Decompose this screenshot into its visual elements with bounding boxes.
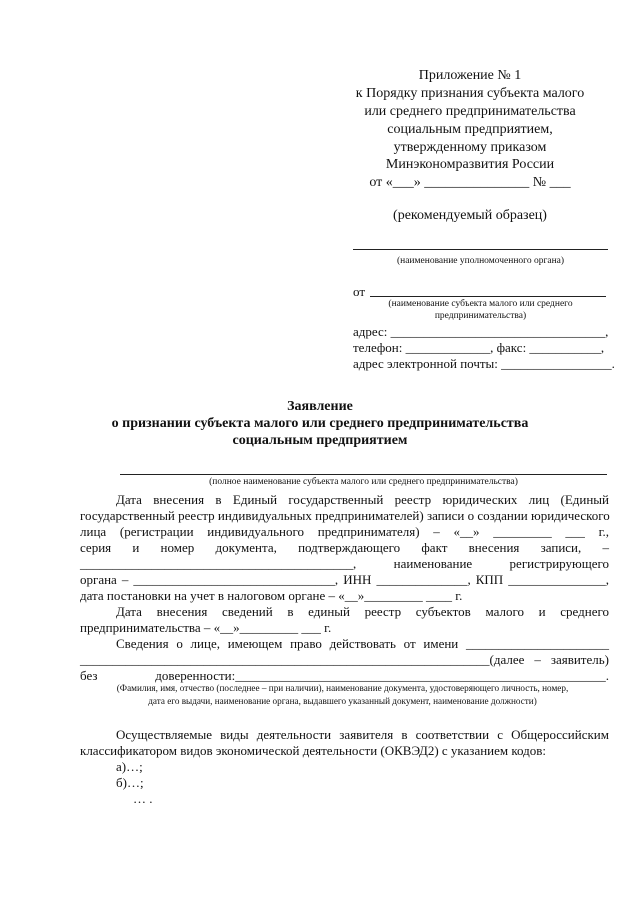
para1-line7: дата постановки на учет в налоговом органе – «__»_________ ____ г. — [80, 588, 463, 603]
para1-line5: __________________________________________, наименование регистрирующего — [80, 556, 609, 571]
from-caption-1: (наименование субъекта малого или среднего — [388, 299, 573, 309]
appendix-line-3: или среднего предпринимательства — [364, 104, 576, 119]
full-name-caption: (полное наименование субъекта малого или среднего предпринимательства) — [209, 477, 518, 487]
para3-line1: Сведения о лице, имеющем право действовать от имени ______________________ — [116, 636, 609, 651]
statement-subtitle-2: социальным предприятием — [232, 433, 408, 448]
activity-ellipsis: … . — [133, 791, 153, 806]
activity-item-b: б)…; — [116, 775, 144, 790]
person-caption-2: дата его выдачи, наименование органа, выдавшего указанный документ, наименование должности) — [148, 696, 537, 706]
para1-line3: лица (регистрации индивидуального предпринимателя) – «__» _________ ___ г., — [80, 524, 609, 539]
person-caption-1: (Фамилия, имя, отчество (последнее – при наличии), наименование документа, удостоверяющего личность, номер, — [116, 683, 569, 693]
para3-line2: _______________________________________________________________(далее – заявитель) — [80, 652, 609, 667]
activity-item-a: а)…; — [116, 759, 143, 774]
para4-line1: Осуществляемые виды деятельности заявителя в соответствии с Общероссийским — [116, 727, 609, 742]
appendix-line-2: к Порядку признания субъекта малого — [355, 86, 585, 101]
authority-name-line — [353, 249, 608, 250]
appendix-line-6: Минэкономразвития России — [385, 157, 555, 172]
para3-line3: без доверенности:_________________________________________________________. — [80, 668, 609, 683]
sample-label: (рекомендуемый образец) — [393, 208, 547, 223]
para4-line2: классификатором видов экономической деятельности (ОКВЭД2) с указанием кодов: — [80, 743, 547, 758]
para1-line1: Дата внесения в Единый государственный реестр юридических лиц (Единый — [116, 492, 609, 507]
from-caption-2: предпринимательства) — [434, 311, 527, 321]
authority-caption: (наименование уполномоченного органа) — [396, 256, 565, 266]
from-label: от — [353, 284, 366, 299]
para2-line1: Дата внесения сведений в единый реестр субъектов малого и среднего — [116, 604, 609, 619]
statement-title: Заявление — [287, 399, 353, 414]
para2-line2: предпринимательства – «__»_________ ___ г. — [80, 620, 332, 635]
phone-fax-field: телефон: _____________, факс: ___________, — [353, 340, 605, 355]
appendix-line-4: социальным предприятием, — [387, 122, 553, 137]
statement-subtitle-1: о признании субъекта малого или среднего предпринимательства — [111, 416, 529, 431]
para1-line6: органа – _______________________________, ИНН ______________, КПП _______________, — [80, 572, 609, 587]
address-field: адрес: _________________________________, — [353, 324, 609, 339]
appendix-line-5: утвержденному приказом — [393, 140, 547, 155]
from-line — [370, 296, 606, 297]
full-name-line — [120, 474, 607, 475]
email-field: адрес электронной почты: _________________. — [353, 356, 615, 371]
appendix-date-number: от «___» _______________ № ___ — [369, 175, 571, 190]
para1-line4: серия и номер документа, подтверждающего факт внесения записи, – — [80, 540, 609, 555]
appendix-title: Приложение № 1 — [418, 68, 522, 83]
para1-line2: государственный реестр индивидуальных предпринимателей) записи о создании юридического — [80, 508, 610, 523]
